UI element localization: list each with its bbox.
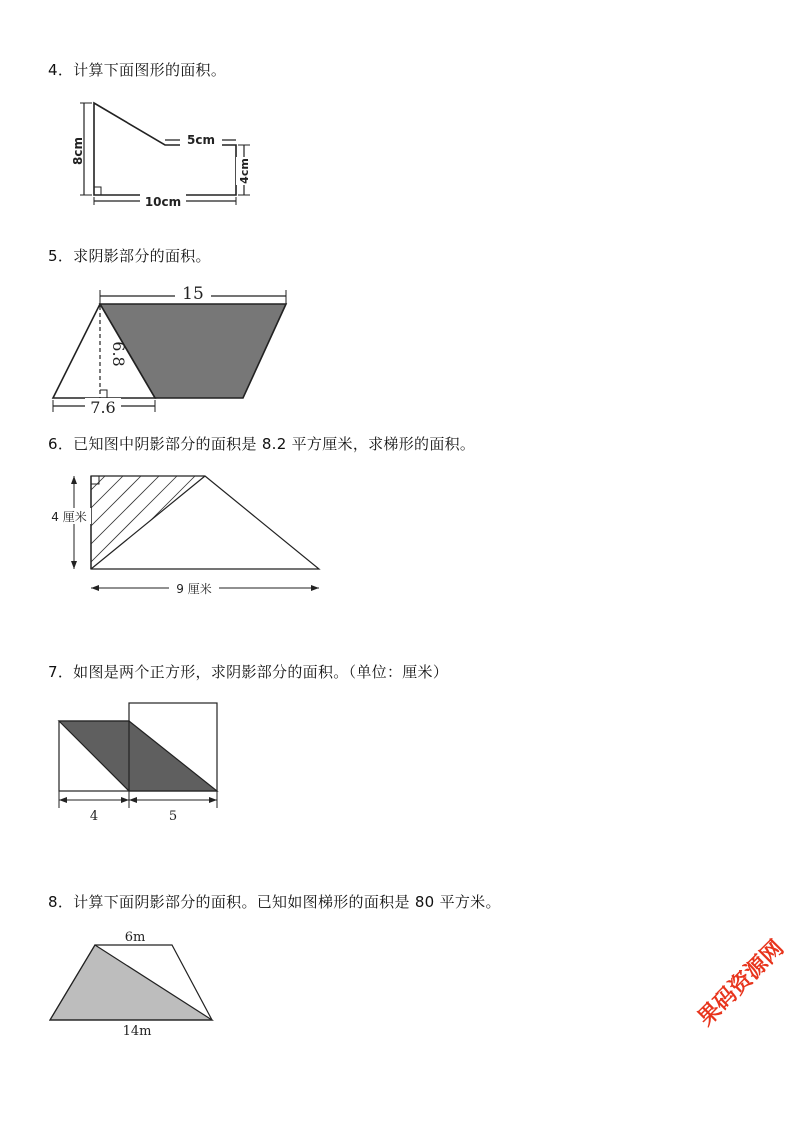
figure-q6 (45, 470, 335, 610)
q6-hatched-region (91, 476, 213, 574)
q6-trapezoid (91, 476, 319, 569)
figure-q8 (45, 928, 225, 1040)
q8-bottom-label: 14m (122, 1024, 152, 1039)
q8-shaded-triangle (50, 945, 212, 1020)
figure-q7 (50, 698, 230, 828)
question-8-text: 8．计算下面阴影部分的面积。已知如图梯形的面积是 80 平方米。 (48, 893, 501, 911)
q4-right-label: 4cm (238, 158, 251, 184)
question-4-text: 4．计算下面图形的面积。 (48, 61, 227, 79)
q8-top-label: 6m (124, 930, 146, 945)
watermark: 果码资源网 (693, 935, 790, 1032)
q4-right-angle-mark (94, 187, 101, 195)
q7-left-label: 4 (89, 809, 99, 824)
q5-top-label: 15 (182, 284, 204, 304)
question-5-text: 5．求阴影部分的面积。 (48, 247, 211, 265)
q4-top-label: 5cm (187, 133, 215, 147)
figure-q4 (70, 95, 260, 215)
q6-height-label: 4 厘米 (51, 510, 87, 524)
q5-height-label: 6.8 (109, 341, 128, 367)
question-7-text: 7．如图是两个正方形，求阴影部分的面积。（单位：厘米） (48, 663, 449, 681)
q4-shape (94, 103, 236, 195)
q7-shaded-region (59, 721, 217, 791)
q6-bottom-label: 9 厘米 (176, 582, 212, 596)
q4-bottom-label: 10cm (144, 195, 182, 209)
q7-right-label: 5 (168, 809, 178, 824)
figure-q5 (45, 282, 305, 422)
q4-left-label: 8cm (71, 137, 85, 165)
q5-bottom-label: 7.6 (90, 398, 116, 417)
question-6-text: 6．已知图中阴影部分的面积是 8.2 平方厘米，求梯形的面积。 (48, 435, 476, 453)
